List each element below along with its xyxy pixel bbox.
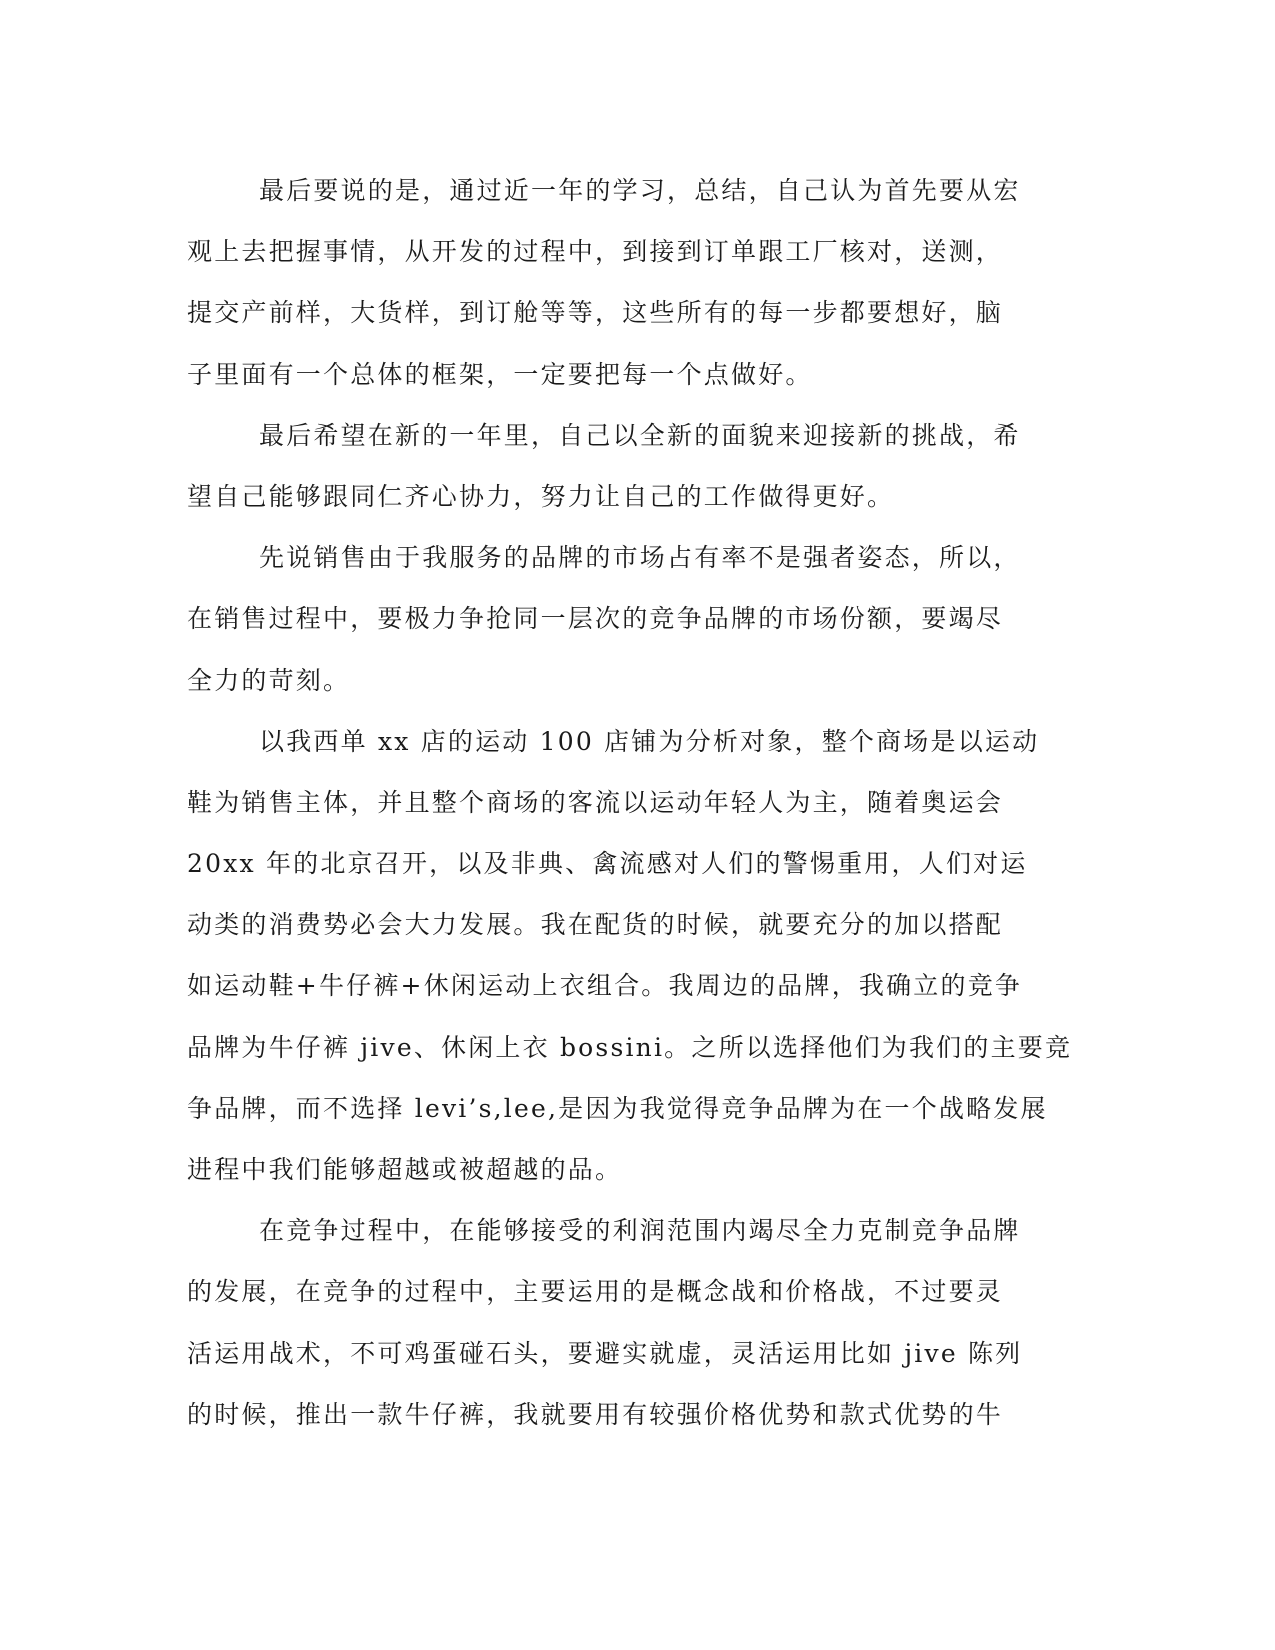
paragraph-2 bbox=[187, 405, 1087, 527]
text-line: 争品牌，而不选择 levi’s,lee,是因为我觉得竞争品牌为在一个战略发展 bbox=[187, 1093, 1048, 1123]
text-line: 的发展，在竞争的过程中，主要运用的是概念战和价格战，不过要灵 bbox=[187, 1277, 1004, 1307]
text-line: 提交产前样，大货样，到订舱等等，这些所有的每一步都要想好，脑 bbox=[187, 298, 1004, 328]
text-line: 20xx 年的北京召开，以及非典、禽流感对人们的警惕重用，人们对运 bbox=[187, 849, 1028, 879]
text-line: 的时候，推出一款牛仔裤，我就要用有较强价格优势和款式优势的牛 bbox=[187, 1399, 1004, 1429]
text-line: 如运动鞋+牛仔裤+休闲运动上衣组合。我周边的品牌，我确立的竞争 bbox=[187, 971, 1023, 1001]
text-line: 全力的苛刻。 bbox=[187, 665, 351, 695]
paragraph-1 bbox=[187, 160, 1087, 405]
paragraph-4 bbox=[187, 711, 1087, 1201]
document-body bbox=[187, 160, 1087, 1445]
text-line: 望自己能够跟同仁齐心协力，努力让自己的工作做得更好。 bbox=[187, 481, 895, 511]
text-line: 鞋为销售主体，并且整个商场的客流以运动年轻人为主，随着奥运会 bbox=[187, 787, 1004, 817]
text-line: 动类的消费势必会大力发展。我在配货的时候，就要充分的加以搭配 bbox=[187, 910, 1004, 940]
text-line: 进程中我们能够超越或被超越的品。 bbox=[187, 1155, 623, 1184]
text-line: 在竞争过程中，在能够接受的利润范围内竭尽全力克制竞争品牌 bbox=[259, 1216, 1021, 1246]
text-line: 子里面有一个总体的框架，一定要把每一个点做好。 bbox=[187, 359, 813, 389]
text-line: 最后希望在新的一年里，自己以全新的面貌来迎接新的挑战，希 bbox=[259, 420, 1021, 450]
paragraph-3 bbox=[187, 527, 1087, 711]
text-line: 在销售过程中，要极力争抢同一层次的竞争品牌的市场份额，要竭尽 bbox=[187, 604, 1004, 634]
text-line: 以我西单 xx 店的运动 100 店铺为分析对象，整个商场是以运动 bbox=[259, 726, 1040, 756]
paragraph-5 bbox=[187, 1200, 1087, 1445]
text-line: 活运用战术，不可鸡蛋碰石头，要避实就虚，灵活运用比如 jive 陈列 bbox=[187, 1338, 1023, 1368]
text-line: 最后要说的是，通过近一年的学习，总结，自己认为首先要从宏 bbox=[259, 176, 1021, 205]
text-line: 观上去把握事情，从开发的过程中，到接到订单跟工厂核对，送测， bbox=[187, 237, 1004, 267]
text-line: 品牌为牛仔裤 jive、休闲上衣 bossini。之所以选择他们为我们的主要竞 bbox=[187, 1032, 1073, 1062]
text-line: 先说销售由于我服务的品牌的市场占有率不是强者姿态，所以， bbox=[259, 543, 1021, 573]
